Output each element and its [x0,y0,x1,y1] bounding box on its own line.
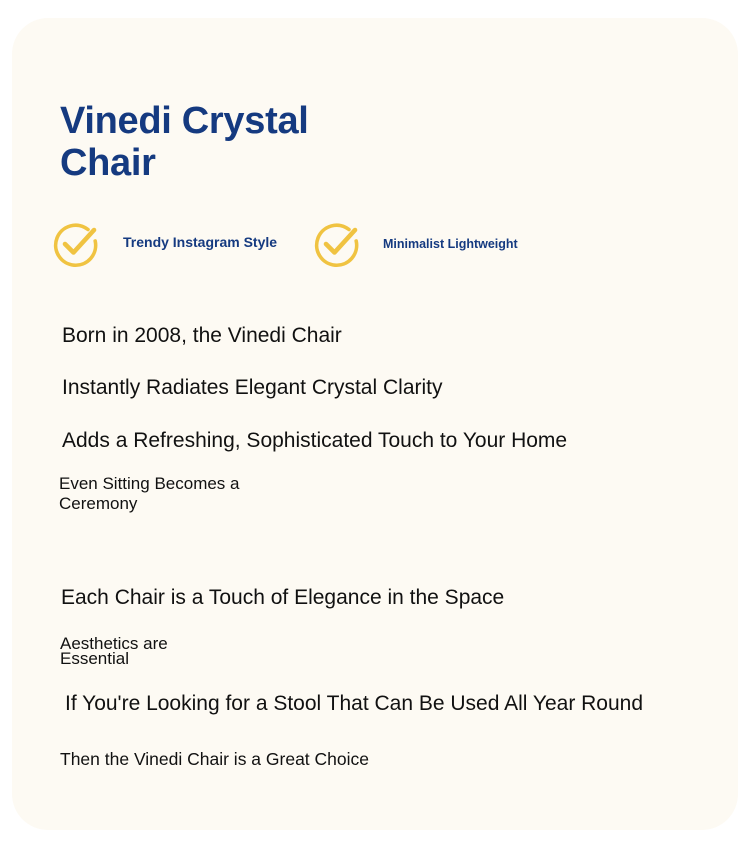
feature-label: Trendy Instagram Style [123,234,278,250]
feature-item-trendy [52,220,277,268]
description-line: Each Chair is a Touch of Elegance in the Space [61,586,505,609]
description-line: Adds a Refreshing, Sophisticated Touch to Your Home [62,429,568,452]
check-circle-icon [52,220,100,268]
description-line: Instantly Radiates Elegant Crystal Clarity [62,376,443,399]
check-circle-icon [313,220,361,268]
feature-item-minimalist [313,220,518,268]
description-line: If You're Looking for a Stool That Can Be Used All Year Round [65,692,644,715]
description-line: Aesthetics are Essential [60,634,168,668]
description-line: Then the Vinedi Chair is a Great Choice [60,749,370,769]
description-line: Even Sitting Becomes a Ceremony [59,474,240,513]
page-title: Vinedi Crystal Chair [60,100,309,184]
content-card [12,18,738,830]
description-line: Born in 2008, the Vinedi Chair [62,324,342,347]
feature-label: Minimalist Lightweight [383,237,518,251]
